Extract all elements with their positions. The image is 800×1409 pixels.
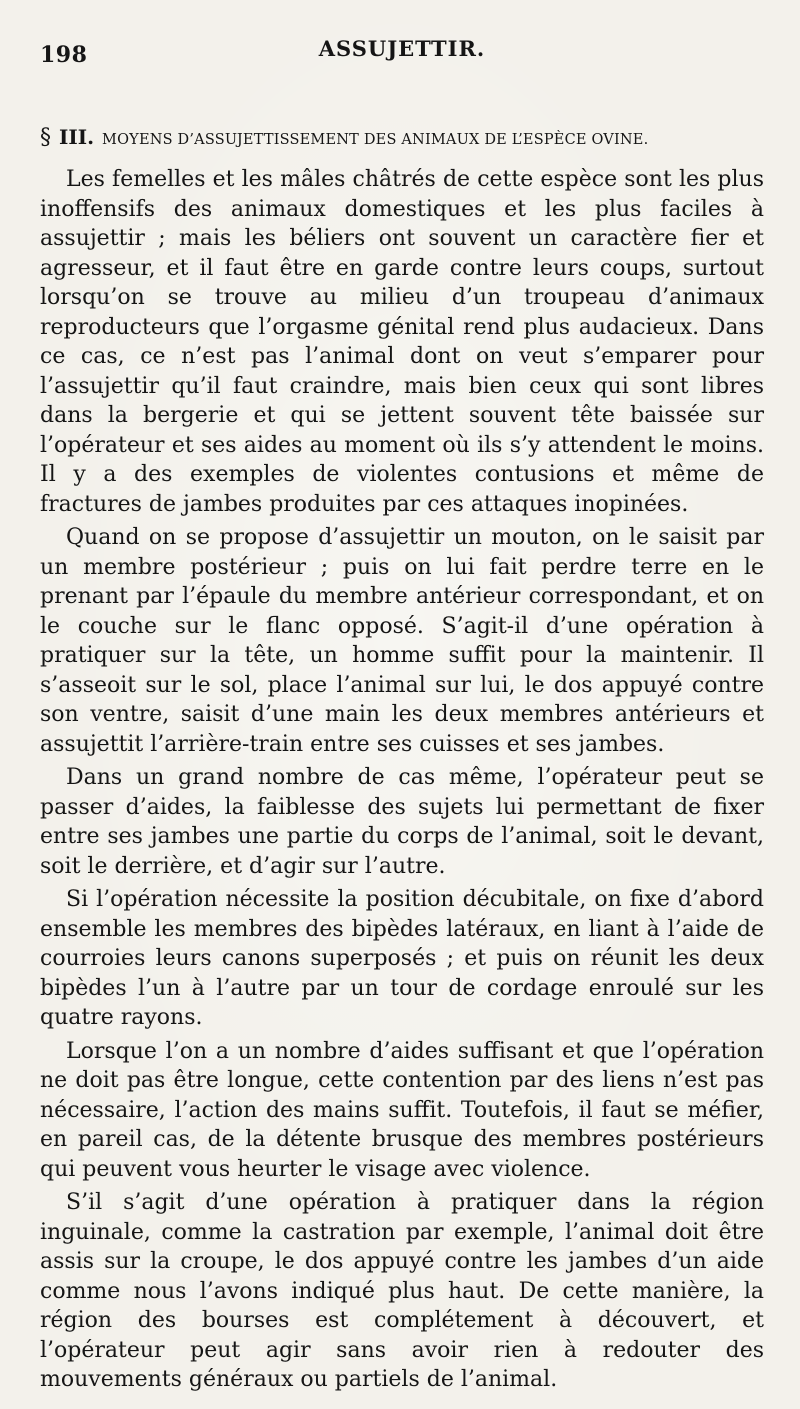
page-number: 198 <box>40 42 88 68</box>
section-mark: § <box>40 125 51 150</box>
paragraph-5: Lorsque l’on a un nombre d’aides suffisant et que l’opération ne doit pas être longue, cette contention par des liens n’est pas nécessaire, l’action des mains suffit. Toutefois, il faut se méfier, en pareil cas, de la détente brusque des membres postérieurs qui peuvent vous heurter le visage avec violence. <box>40 1038 764 1182</box>
section-heading <box>40 126 764 151</box>
paragraph-6: S’il s’agit d’une opération à pratiquer dans la région inguinale, comme la castration par exemple, l’animal doit être assis sur la croupe, le dos appuyé contre les jambes d’un aide comme nous l’avons indiqué plus haut. De cette manière, la région des bourses est complétement à découvert, et l’opérateur peut agir sans avoir rien à redouter des mouvements généraux ou partiels de l’animal. <box>40 1190 764 1392</box>
running-title: ASSUJETTIR. <box>318 36 486 61</box>
body-text <box>40 165 764 1395</box>
paragraph-1: Les femelles et les mâles châtrés de cette espèce sont les plus inoffensifs des animaux domestiques et les plus faciles à assujettir ; mais les béliers ont souvent un caractère fier et agresseur, et il faut être en garde contre leurs coups, surtout lorsqu’on se trouve au milieu d’un troupeau d’animaux reproducteurs que l’orgasme génital rend plus audacieux. Dans ce cas, ce n’est pas l’animal dont on veut s’emparer pour l’assujettir qu’il faut craindre, mais bien ceux qui sont libres dans la bergerie et qui se jettent souvent tête baissée sur l’opérateur et ses aides au moment où ils s’y attendent le moins. Il y a des exemples de violentes contusions et même de fractures de jambes produites par ces attaques inopinées. <box>40 167 764 517</box>
section-title: MOYENS D’ASSUJETTISSEMENT DES ANIMAUX DE L’ESPÈCE OVINE. <box>102 132 649 148</box>
paragraph-3: Dans un grand nombre de cas même, l’opérateur peut se passer d’aides, la faiblesse des sujets lui permettant de fixer entre ses jambes une partie du corps de l’animal, soit le devant, soit le derrière, et d’agir sur l’autre. <box>40 765 764 879</box>
section-number: III. <box>59 125 95 149</box>
page-header <box>40 30 764 72</box>
paragraph-4: Si l’opération nécessite la position décubitale, on fixe d’abord ensemble les membres des bipèdes latéraux, en liant à l’aide de courroies leurs canons superposés ; et puis on réunit les deux bipèdes l’un à l’autre par un tour de cordage enroulé sur les quatre rayons. <box>40 887 764 1030</box>
paragraph-2: Quand on se propose d’assujettir un mouton, on le saisit par un membre postérieur ; puis on lui fait perdre terre en le prenant par l’épaule du membre antérieur correspondant, et on le couche sur le flanc opposé. S’agit-il d’une opération à pratiquer sur la tête, un homme suffit pour la maintenir. Il s’asseoit sur le sol, place l’animal sur lui, le dos appuyé contre son ventre, saisit d’une main les deux membres antérieurs et assujettit l’arrière-train entre ses cuisses et ses jambes. <box>40 525 764 757</box>
